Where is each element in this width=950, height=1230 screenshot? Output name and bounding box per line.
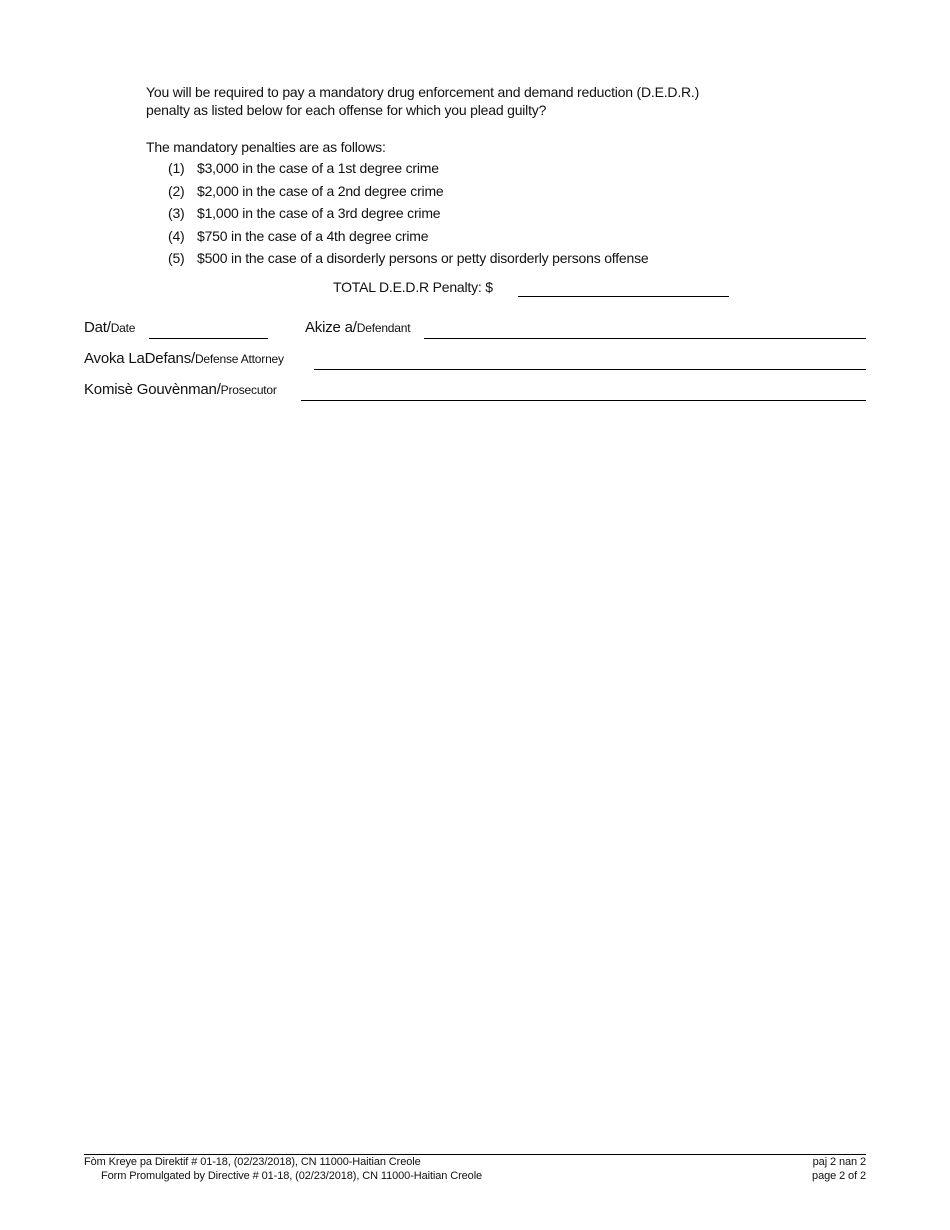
footer-page-english: page 2 of 2 xyxy=(812,1170,866,1182)
defense-attorney-signature-field[interactable] xyxy=(314,369,866,370)
list-item-text: $500 in the case of a disorderly persons or petty disorderly persons offense xyxy=(197,250,649,266)
list-item-number: (2) xyxy=(168,183,185,199)
list-item-text: $2,000 in the case of a 2nd degree crime xyxy=(197,183,444,199)
footer-creole-line: Fòm Kreye pa Direktif # 01-18, (02/23/2018), CN 11000-Haitian Creole xyxy=(84,1156,421,1168)
date-label-english: Date xyxy=(110,321,136,335)
date-label xyxy=(84,319,135,337)
list-item-text: $1,000 in the case of a 3rd degree crime xyxy=(197,205,441,221)
intro-line-2: penalty as listed below for each offense for which you plead guilty? xyxy=(146,102,547,118)
defendant-signature-field[interactable] xyxy=(424,338,866,339)
list-item-number: (4) xyxy=(168,228,185,244)
prosecutor-label-english: Prosecutor xyxy=(220,383,277,397)
date-label-creole: Dat/ xyxy=(84,319,111,336)
list-item-text: $750 in the case of a 4th degree crime xyxy=(197,228,429,244)
defendant-label-english: Defendant xyxy=(356,321,411,335)
list-item-number: (1) xyxy=(168,160,185,176)
date-field[interactable] xyxy=(149,338,268,339)
defense-attorney-label xyxy=(84,350,284,368)
defense-attorney-label-english: Defense Attorney xyxy=(194,352,284,366)
defendant-label-creole: Akize a/ xyxy=(305,319,357,336)
penalties-heading: The mandatory penalties are as follows: xyxy=(146,139,386,155)
defense-attorney-label-creole: Avoka LaDefans/ xyxy=(84,350,195,367)
list-item-number: (3) xyxy=(168,205,185,221)
prosecutor-signature-field[interactable] xyxy=(301,400,866,401)
prosecutor-label xyxy=(84,381,277,399)
prosecutor-label-creole: Komisè Gouvènman/ xyxy=(84,381,221,398)
intro-line-1: You will be required to pay a mandatory drug enforcement and demand reduction (D.E.D.R.) xyxy=(146,84,700,100)
footer-english-line: Form Promulgated by Directive # 01-18, (02/23/2018), CN 11000-Haitian Creole xyxy=(101,1170,483,1182)
total-penalty-field[interactable] xyxy=(518,296,729,297)
list-item-number: (5) xyxy=(168,250,185,266)
footer-page-creole: paj 2 nan 2 xyxy=(812,1156,866,1168)
defendant-label xyxy=(305,319,410,337)
list-item-text: $3,000 in the case of a 1st degree crime xyxy=(197,160,439,176)
total-penalty-label: TOTAL D.E.D.R Penalty: $ xyxy=(333,279,493,295)
